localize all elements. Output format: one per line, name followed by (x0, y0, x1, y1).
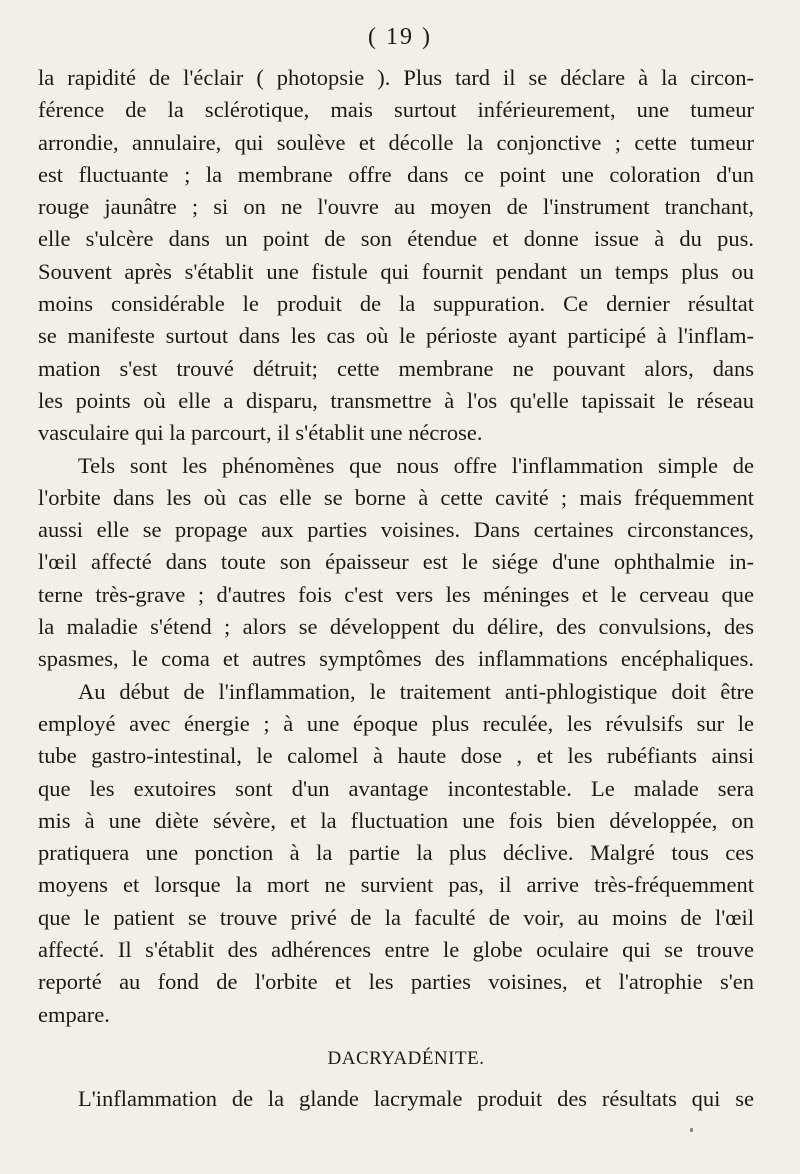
text-line: employé avec énergie ; à une époque plus reculée, les révulsifs sur le (38, 710, 754, 736)
text-line: les points où elle a disparu, transmettre à l'os qu'elle tapissait le réseau (38, 387, 754, 413)
text-line: la maladie s'étend ; alors se développent du délire, des convulsions, des (38, 614, 754, 640)
text-line: aussi elle se propage aux parties voisines. Dans certaines circonstances, (38, 517, 754, 543)
text-line: affecté. Il s'établit des adhérences entre le globe oculaire qui se trouve (38, 937, 754, 963)
text-line: que le patient se trouve privé de la faculté de voir, au moins de l'œil (38, 904, 754, 930)
text-line: la rapidité de l'éclair ( photopsie ). Plus tard il se déclare à la circon- (38, 65, 754, 90)
text-line: se manifeste surtout dans les cas où le périoste ayant participé à l'inflam- (38, 323, 754, 349)
text-line: l'œil affecté dans toute son épaisseur est le siége d'une ophthalmie in- (38, 549, 754, 575)
text-line: l'orbite dans les où cas elle se borne à cette cavité ; mais fréquemment (38, 484, 754, 510)
text-line: tube gastro-intestinal, le calomel à haute dose , et les rubéfiants ainsi (38, 743, 754, 769)
body-text (38, 62, 754, 1115)
text-line: arrondie, annulaire, qui soulève et décolle la conjonctive ; cette tumeur (38, 129, 754, 155)
text-line: vasculaire qui la parcourt, il s'établit une nécrose. (38, 420, 483, 446)
text-line: mation s'est trouvé détruit; cette membrane ne pouvant alors, dans (38, 355, 754, 381)
paragraph-treatment (38, 676, 754, 1031)
text-line: terne très-grave ; d'autres fois c'est vers les méninges et le cerveau que (38, 581, 754, 607)
text-line: pratiquera une ponction à la partie la plus déclive. Malgré tous ces (38, 840, 754, 866)
text-line: spasmes, le coma et autres symptômes des inflammations encéphaliques. (38, 646, 754, 672)
text-line: Tels sont les phénomènes que nous offre l'inflammation simple de (78, 452, 754, 478)
text-line: empare. (38, 1001, 110, 1027)
text-line: que les exutoires sont d'un avantage incontestable. Le malade sera (38, 775, 754, 801)
text-line: est fluctuante ; la membrane offre dans ce point une coloration d'un (38, 161, 754, 187)
text-line: reporté au fond de l'orbite et les parties voisines, et l'atrophie s'en (38, 969, 754, 995)
text-line: moyens et lorsque la mort ne survient pas, il arrive très-fréquemment (38, 872, 754, 898)
page-number: ( 19 ) (368, 24, 432, 50)
paragraph-orbital-suppuration (38, 62, 754, 450)
text-line: Au début de l'inflammation, le traitement anti-phlogistique doit être (78, 678, 754, 704)
text-line: férence de la sclérotique, mais surtout inférieurement, une tumeur (38, 97, 754, 123)
text-line: rouge jaunâtre ; si on ne l'ouvre au moyen de l'instrument tranchant, (38, 194, 754, 220)
text-line: moins considérable le produit de la suppuration. Ce dernier résultat (38, 291, 754, 317)
text-line: mis à une diète sévère, et la fluctuation une fois bien développée, on (38, 807, 754, 833)
section-first-line: L'inflammation de la glande lacrymale produit des résultats qui se (78, 1085, 754, 1111)
text-line: Souvent après s'établit une fistule qui fournit pendant un temps plus ou (38, 258, 754, 284)
text-line: elle s'ulcère dans un point de son étendue et donne issue à du pus. (38, 226, 754, 252)
paper-speck (690, 1128, 693, 1132)
paragraph-spread-of-inflammation (38, 450, 754, 676)
section-heading: DACRYADÉNITE. (327, 1047, 485, 1069)
